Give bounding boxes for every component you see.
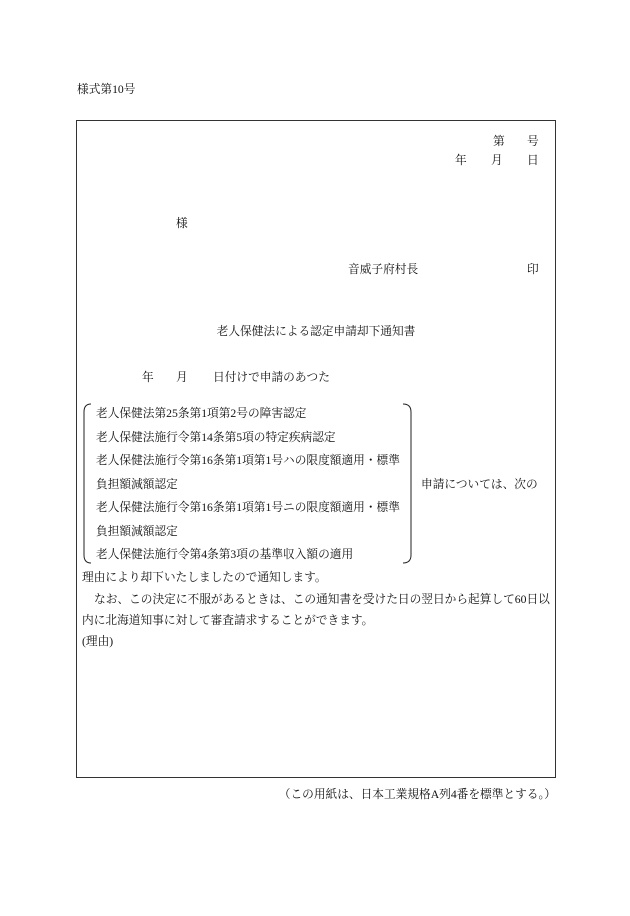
appeal-notice-line: 内に北海道知事に対して審査請求することができます。 [82, 614, 374, 627]
certification-list [96, 402, 400, 567]
certification-line: 老人保健法施行令第16条第1項第1号ニの限度額適用・標準 [96, 501, 400, 514]
appeal-notice-line: なお、この決定に不服があるときは、この通知書を受けた日の翌日から起算して60日以 [94, 593, 550, 606]
document-number-prefix: 第 [493, 135, 505, 148]
certification-item [96, 402, 400, 426]
certification-line: 負担額減額認定 [96, 524, 178, 538]
issue-date-month: 月 [491, 154, 503, 167]
certification-line: 老人保健法施行令第14条第5項の特定疾病認定 [96, 430, 336, 444]
document-number-suffix: 号 [527, 135, 539, 148]
reason-label: (理由) [82, 635, 114, 648]
certification-item [96, 543, 400, 567]
application-date-month: 月 [176, 371, 188, 384]
certification-item [96, 426, 400, 450]
certification-line: 老人保健法施行令第16条第1項第1号ハの限度額適用・標準 [96, 454, 400, 467]
form-number: 様式第10号 [77, 83, 136, 96]
certification-line: 老人保健法施行令第4条第3項の基準収入額の適用 [96, 548, 354, 561]
application-date-year: 年 [142, 371, 154, 384]
issue-date-year: 年 [455, 154, 467, 167]
recipient-honorific: 様 [176, 217, 188, 230]
issue-date-day: 日 [527, 154, 539, 167]
seal-mark: 印 [527, 263, 539, 276]
document-title: 老人保健法による認定申請却下通知書 [216, 325, 416, 338]
application-date-suffix: 日付けで申請のあつた [213, 371, 330, 384]
left-brace [84, 404, 91, 563]
right-brace [403, 404, 411, 563]
application-continuation: 申請については、次の [421, 478, 538, 491]
certification-item [96, 449, 400, 496]
paper-size-note: （この用紙は、日本工業規格A列4番を標準とする。） [278, 788, 556, 801]
issuer-title: 音威子府村長 [348, 263, 419, 276]
certification-line: 老人保健法第25条第1項第2号の障害認定 [96, 407, 307, 420]
certification-line: 負担額減額認定 [96, 477, 178, 491]
certification-item [96, 496, 400, 543]
rejection-statement: 理由により却下いたしましたので通知します。 [82, 571, 327, 584]
